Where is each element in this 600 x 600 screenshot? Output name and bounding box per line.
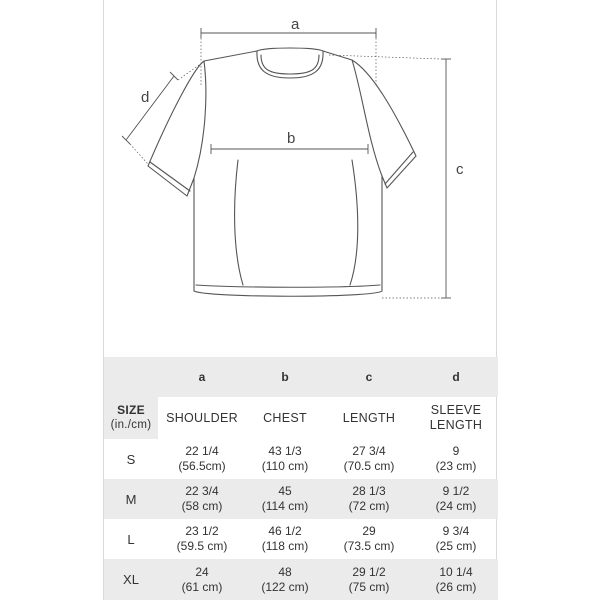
column-chest: [246, 397, 324, 439]
column-length: [324, 397, 414, 439]
value-cell: 9 3/4 (25 cm): [435, 524, 477, 553]
column-label-line2: LENGTH: [429, 418, 483, 432]
value-cell: 23 1/2 (59.5 cm): [176, 524, 228, 553]
value-cell: 29 1/2 (75 cm): [348, 564, 390, 594]
value-cell: 22 1/4 (56.5cm): [178, 444, 226, 473]
table-row: [104, 519, 498, 559]
value-cell: 29 (73.5 cm): [343, 524, 395, 553]
column-label: CHEST: [263, 410, 307, 425]
size-header: [104, 397, 158, 439]
label-a: a: [291, 16, 300, 33]
column-label: SLEEVE: [430, 403, 482, 417]
size-cell: L: [127, 531, 135, 547]
column-shoulder: [158, 397, 246, 439]
size-chart-panel: [103, 0, 497, 600]
label-d: d: [141, 89, 150, 106]
table-row: [104, 479, 498, 519]
value-cell: 48 (122 cm): [261, 564, 309, 594]
size-cell: XL: [123, 572, 139, 587]
column-label: SHOULDER: [166, 410, 238, 425]
column-sleeve-length: [414, 397, 498, 439]
value-cell: 10 1/4 (26 cm): [435, 564, 477, 594]
header-letter-b: b: [281, 369, 289, 384]
column-label: LENGTH: [342, 410, 396, 425]
value-cell: 27 3/4 (70.5 cm): [343, 444, 395, 473]
table-row: [104, 559, 498, 600]
label-b: b: [287, 130, 296, 147]
table-header-columns: [104, 397, 498, 439]
header-letter-d: d: [452, 369, 460, 384]
size-cell: M: [125, 491, 137, 507]
tshirt-illustration: [104, 0, 498, 357]
table-header-cell: [104, 357, 158, 397]
table-row: [104, 439, 498, 479]
size-cell: S: [126, 451, 136, 467]
value-cell: 9 1/2 (24 cm): [435, 484, 477, 513]
value-cell: 22 3/4 (58 cm): [181, 484, 223, 513]
label-c: c: [456, 161, 464, 178]
size-table: [104, 357, 498, 600]
size-header-title: SIZE: [117, 403, 145, 417]
value-cell: 9 (23 cm): [435, 444, 477, 473]
value-cell: 45 (114 cm): [261, 484, 309, 513]
value-cell: 46 1/2 (118 cm): [261, 524, 309, 553]
tshirt-diagram: [104, 0, 498, 357]
header-letter-a: a: [198, 369, 206, 384]
size-header-unit: (in./cm): [110, 419, 152, 431]
value-cell: 28 1/3 (72 cm): [348, 484, 390, 513]
value-cell: 24 (61 cm): [181, 564, 223, 594]
header-letter-c: c: [365, 369, 373, 384]
value-cell: 43 1/3 (110 cm): [261, 444, 309, 473]
table-header-letters: [104, 357, 498, 397]
tshirt-outline: [148, 48, 416, 296]
